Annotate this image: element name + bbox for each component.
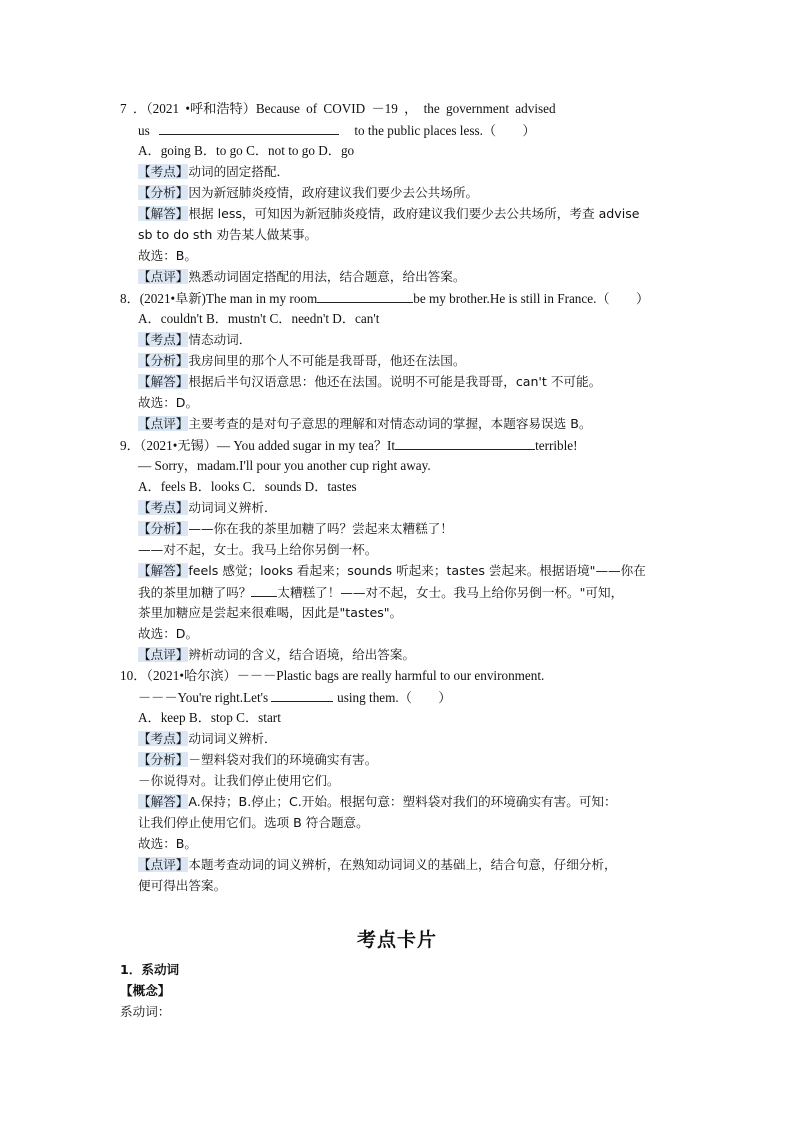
dianping-tag: 【点评】 (138, 416, 189, 431)
q10-jieda-line2: 让我们停止使用它们。选项 B 符合题意。 (138, 815, 369, 830)
kaodian-tag: 【考点】 (138, 500, 189, 515)
q9-options: A．feels B．looks C．sounds D．tastes (138, 479, 357, 494)
q10-answer: 故选：B。 (138, 836, 198, 851)
jieda-tag: 【解答】 (138, 206, 189, 221)
q10-options: A．keep B．stop C．start (138, 710, 281, 725)
q9-kaodian: 【考点】动词词义辨析． (138, 500, 277, 515)
q7-dianping: 【点评】熟悉动词固定搭配的用法，结合题意，给出答案。 (138, 269, 466, 284)
card-section-heading: 1．系动词 (120, 962, 180, 977)
answer-blank (159, 122, 339, 135)
q7-stem-line1: 7 ．（2021 •呼和浩特）Because of COVID －19 ， the government advised (120, 101, 556, 116)
q10-dianping-line2: 便可得出答案。 (138, 878, 227, 893)
q8-stem: 8．(2021•阜新)The man in my room be my brother.He is still in France.（ ） (120, 291, 650, 306)
card-concept-heading: 【概念】 (120, 983, 171, 998)
q9-fenxi-line1: 【分析】——你在我的茶里加糖了吗？尝起来太糟糕了！ (138, 521, 453, 536)
fenxi-tag: 【分析】 (138, 521, 189, 536)
dianping-tag: 【点评】 (138, 857, 189, 872)
q9-stem-line1: 9．（2021•无锡）— You added sugar in my tea？It terrible! (120, 438, 578, 453)
jieda-tag: 【解答】 (138, 563, 189, 578)
q9-jieda-line1: 【解答】feels 感觉；looks 看起来；sounds 听起来；tastes 尝起来。根据语境"——你在 (138, 563, 646, 578)
q9-dianping: 【点评】辨析动词的含义，结合语境，给出答案。 (138, 647, 416, 662)
fenxi-tag: 【分析】 (138, 185, 189, 200)
card-definition: 系动词： (120, 1004, 171, 1019)
q10-dianping-line1: 【点评】本题考查动词的词义辨析，在熟知动词词义的基础上，结合句意，仔细分析， (138, 857, 617, 872)
kaodian-tag: 【考点】 (138, 164, 189, 179)
q8-answer: 故选：D。 (138, 395, 199, 410)
q8-fenxi: 【分析】我房间里的那个人不可能是我哥哥，他还在法国。 (138, 353, 466, 368)
q7-jieda-line1: 【解答】根据 less，可知因为新冠肺炎疫情，政府建议我们要少去公共场所，考查 advise (138, 206, 640, 221)
dianping-tag: 【点评】 (138, 647, 189, 662)
kaodian-tag: 【考点】 (138, 731, 189, 746)
q9-jieda-line3: 茶里加糖应是尝起来很难喝，因此是"tastes"。 (138, 605, 403, 620)
q9-jieda-line2: 我的茶里加糖了吗？ 太糟糕了！——对不起，女士。我马上给你另倒一杯。"可知， (138, 585, 624, 600)
jieda-tag: 【解答】 (138, 374, 189, 389)
q7-stem-line2: us to the public places less.（ ） (138, 123, 536, 138)
q10-fenxi-line1: 【分析】－塑料袋对我们的环境确实有害。 (138, 752, 378, 767)
q9-answer: 故选：D。 (138, 626, 199, 641)
q10-jieda-line1: 【解答】A.保持；B.停止；C.开始。根据句意：塑料袋对我们的环境确实有害。可知： (138, 794, 617, 809)
q10-kaodian: 【考点】动词词义辨析． (138, 731, 277, 746)
kaodian-tag: 【考点】 (138, 332, 189, 347)
q7-options: A．going B．to go C．not to go D．go (138, 143, 355, 158)
answer-blank (317, 290, 413, 303)
dianping-tag: 【点评】 (138, 269, 189, 284)
q8-jieda: 【解答】根据后半句汉语意思：他还在法国。说明不可能是我哥哥，can't 不可能。 (138, 374, 602, 389)
q7-fenxi: 【分析】因为新冠肺炎疫情，政府建议我们要少去公共场所。 (138, 185, 479, 200)
answer-blank (271, 689, 333, 702)
answer-blank (251, 584, 277, 597)
q8-options: A．couldn't B．mustn't C．needn't D．can't (138, 311, 380, 326)
q10-stem-line2: －－－You're right.Let's using them.（ ） (138, 690, 452, 705)
fenxi-tag: 【分析】 (138, 752, 189, 767)
q10-stem-line1: 10．（2021•哈尔滨）－－－Plastic bags are really harmful to our environment. (120, 668, 545, 683)
section-title: 考点卡片 (356, 929, 437, 951)
q7-kaodian: 【考点】动词的固定搭配． (138, 164, 290, 179)
q8-dianping: 【点评】主要考查的是对句子意思的理解和对情态动词的掌握，本题容易误选 B。 (138, 416, 592, 431)
q8-kaodian: 【考点】情态动词． (138, 332, 252, 347)
q10-fenxi-line2: －你说得对。让我们停止使用它们。 (138, 773, 340, 788)
q9-fenxi-line2: ——对不起，女士。我马上给你另倒一杯。 (138, 542, 378, 557)
q7-answer: 故选：B。 (138, 248, 198, 263)
fenxi-tag: 【分析】 (138, 353, 189, 368)
q9-stem-line2: — Sorry，madam.I'll pour you another cup right away. (138, 458, 431, 473)
q7-jieda-line2: sb to do sth 劝告某人做某事。 (138, 227, 318, 242)
jieda-tag: 【解答】 (138, 794, 189, 809)
answer-blank (395, 437, 535, 450)
